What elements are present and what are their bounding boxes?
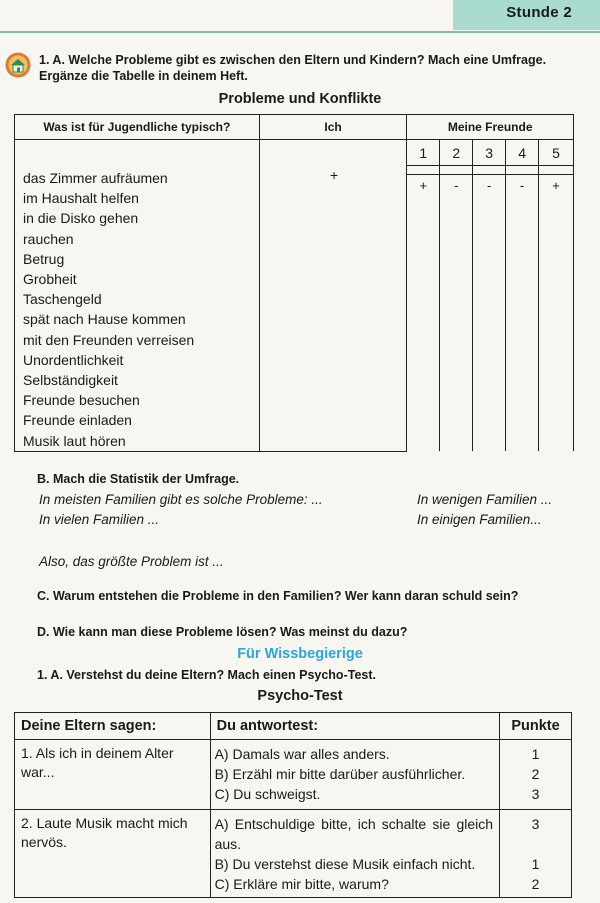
survey-item: Unordentlichkeit [23, 351, 124, 368]
section-heading: Für Wissbegierige [237, 646, 363, 662]
friend-mark: - [473, 175, 506, 451]
survey-item: rauchen [23, 230, 74, 247]
psycho-instruction: 1. A. Verstehst du deine Eltern? Mach einen Psycho-Test. [37, 668, 376, 682]
answer-option: A) Entschuldige bitte, ich schalte sie gleich aus. [214, 816, 494, 852]
parent-prompt: 2. Laute Musik macht mich nervös. [15, 810, 211, 898]
survey-item: Grobheit [23, 271, 77, 288]
point-value: 3 [531, 786, 540, 802]
house-icon [5, 52, 31, 78]
friend-number: 3 [473, 140, 506, 166]
point-value: 2 [531, 876, 540, 892]
stat-line: In einigen Familien... [417, 512, 542, 527]
answer-option: B) Du verstehst diese Musik einfach nicht. [214, 856, 476, 872]
answer-option: A) Damals war alles anders. [214, 746, 390, 762]
col-header-freunde: Meine Freunde [407, 115, 574, 140]
answers [210, 740, 499, 810]
survey-item: Freunde besuchen [23, 392, 140, 409]
survey-item: mit den Freunden verreisen [23, 331, 195, 348]
col-header-punkte: Punkte [500, 713, 572, 740]
stat-line: In wenigen Familien ... [417, 492, 553, 507]
friend-number: 5 [539, 140, 574, 166]
psycho-test-title: Psycho-Test [257, 688, 343, 704]
task1-instruction: 1. A. Welche Probleme gibt es zwischen den Eltern und Kindern? Mach eine Umfrage. Ergänze die Tabelle in deinem Heft. [39, 53, 547, 83]
test-row [15, 740, 572, 810]
survey-table [14, 114, 574, 452]
friend-mark: - [506, 175, 539, 451]
friend-number: 2 [440, 140, 473, 166]
conclusion-line: Also, das größte Problem ist ... [39, 554, 224, 569]
survey-item: spät nach Hause kommen [23, 311, 186, 328]
answers [210, 810, 499, 898]
answer-option: C) Du schweigst. [214, 786, 321, 802]
ich-mark: + [330, 167, 339, 183]
survey-item: Freunde einladen [23, 412, 132, 429]
stat-line: In vielen Familien ... [39, 512, 160, 527]
items-list [15, 140, 260, 452]
header-rule [0, 31, 600, 33]
friend-mark: - [440, 175, 473, 451]
ich-column [259, 140, 407, 452]
survey-item: im Haushalt helfen [23, 190, 139, 207]
col-header-eltern: Deine Eltern sagen: [15, 713, 211, 740]
survey-item: Taschengeld [23, 291, 102, 308]
lesson-label: Stunde 2 [453, 0, 600, 30]
task-c: C. Warum entstehen die Probleme in den Familien? Wer kann daran schuld sein? [37, 589, 519, 603]
table1-title: Probleme und Konflikte [218, 91, 382, 107]
stat-line: In meisten Familien gibt es solche Probleme: ... [39, 492, 323, 507]
survey-item: das Zimmer aufräumen [23, 170, 168, 186]
friend-mark: + [539, 175, 574, 451]
task-b-label: B. Mach die Statistik der Umfrage. [37, 472, 240, 486]
friend-number: 4 [506, 140, 539, 166]
answer-option: C) Erkläre mir bitte, warum? [214, 876, 389, 892]
point-value: 1 [531, 856, 540, 872]
survey-item: in die Disko gehen [23, 210, 139, 227]
col-header-antwort: Du antwortest: [210, 713, 499, 740]
friend-number: 1 [407, 140, 440, 166]
point-value: 2 [531, 766, 540, 782]
friend-mark: + [407, 175, 440, 451]
test-row [15, 810, 572, 898]
point-value: 1 [531, 746, 540, 762]
survey-item: Selbständigkeit [23, 372, 118, 389]
point-value: 3 [531, 816, 540, 832]
survey-item: Musik laut hören [23, 432, 126, 449]
task-d: D. Wie kann man diese Probleme lösen? Was meinst du dazu? [37, 625, 408, 639]
points [500, 740, 572, 810]
points [500, 810, 572, 898]
survey-item: Betrug [23, 250, 65, 267]
parent-prompt: 1. Als ich in deinem Alter war... [15, 740, 211, 810]
answer-option: B) Erzähl mir bitte darüber ausführlicher. [214, 766, 466, 782]
col-header-ich: Ich [259, 115, 407, 140]
col-header-typical: Was ist für Jugendliche typisch? [15, 115, 260, 140]
psycho-test-table [14, 712, 572, 898]
